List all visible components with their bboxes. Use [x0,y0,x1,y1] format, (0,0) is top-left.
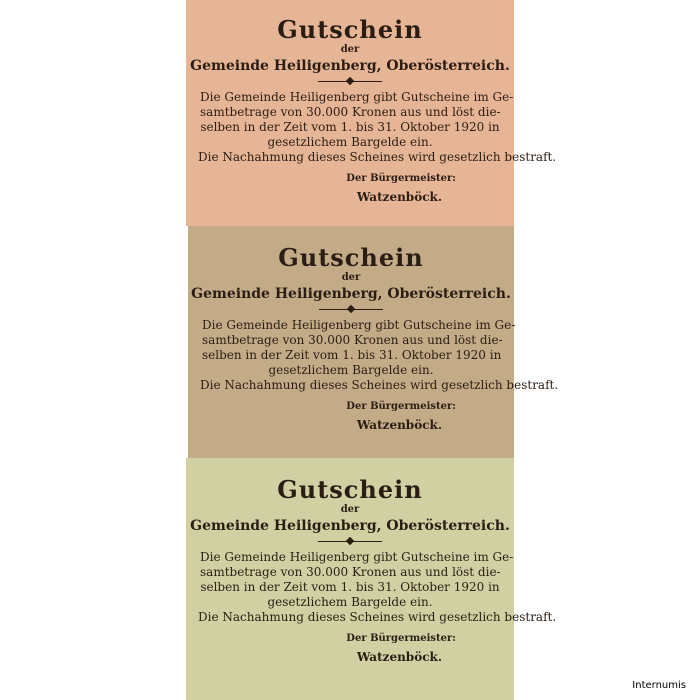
signature-role: Der Bürgermeister: [346,401,456,413]
note-warning: Die Nachahmung dieses Scheines wird gesetzlich bestraft. [198,150,557,165]
signature-name: Watzenböck. [356,190,442,205]
note-body [186,550,514,610]
watermark-credit: Internumis [632,680,686,691]
body-line: Die Gemeinde Heiligenberg gibt Gutscheine im Ge- [202,318,516,333]
ornament-divider [318,78,382,86]
body-line: gesetzlichem Bargelde ein. [267,135,433,150]
note-body [188,318,514,378]
signature-name: Watzenböck. [356,650,442,665]
note-warning: Die Nachahmung dieses Scheines wird gesetzlich bestraft. [198,610,557,625]
note-title: Gutschein [278,243,424,272]
notgeld-note-middle [188,226,559,458]
signature-name: Watzenböck. [356,418,442,433]
note-der: der [340,504,360,515]
notgeld-note-top [186,0,557,226]
signature-role: Der Bürgermeister: [346,633,456,645]
body-line: samtbetrage von 30.000 Kronen aus und löst die- [200,105,501,120]
signature-role: Der Bürgermeister: [346,173,456,185]
notgeld-note-bottom [186,458,557,700]
body-line: samtbetrage von 30.000 Kronen aus und löst die- [202,333,503,348]
note-der: der [340,44,360,55]
body-line: selben in der Zeit vom 1. bis 31. Oktober 1920 in [202,348,502,363]
note-municipality: Gemeinde Heiligenberg, Oberösterreich. [191,286,511,302]
note-municipality: Gemeinde Heiligenberg, Oberösterreich. [190,518,510,534]
body-line: selben in der Zeit vom 1. bis 31. Oktober 1920 in [200,120,500,135]
body-line: gesetzlichem Bargelde ein. [268,363,434,378]
note-der: der [341,272,361,283]
body-line: Die Gemeinde Heiligenberg gibt Gutscheine im Ge- [200,550,514,565]
note-municipality: Gemeinde Heiligenberg, Oberösterreich. [190,58,510,74]
note-title: Gutschein [277,15,423,44]
body-line: selben in der Zeit vom 1. bis 31. Oktober 1920 in [200,580,500,595]
body-line: gesetzlichem Bargelde ein. [267,595,433,610]
body-line: samtbetrage von 30.000 Kronen aus und löst die- [200,565,501,580]
ornament-divider [318,538,382,546]
note-warning: Die Nachahmung dieses Scheines wird gesetzlich bestraft. [200,378,559,393]
ornament-divider [319,306,383,314]
body-line: Die Gemeinde Heiligenberg gibt Gutscheine im Ge- [200,90,514,105]
note-body [186,90,514,150]
note-title: Gutschein [277,475,423,504]
